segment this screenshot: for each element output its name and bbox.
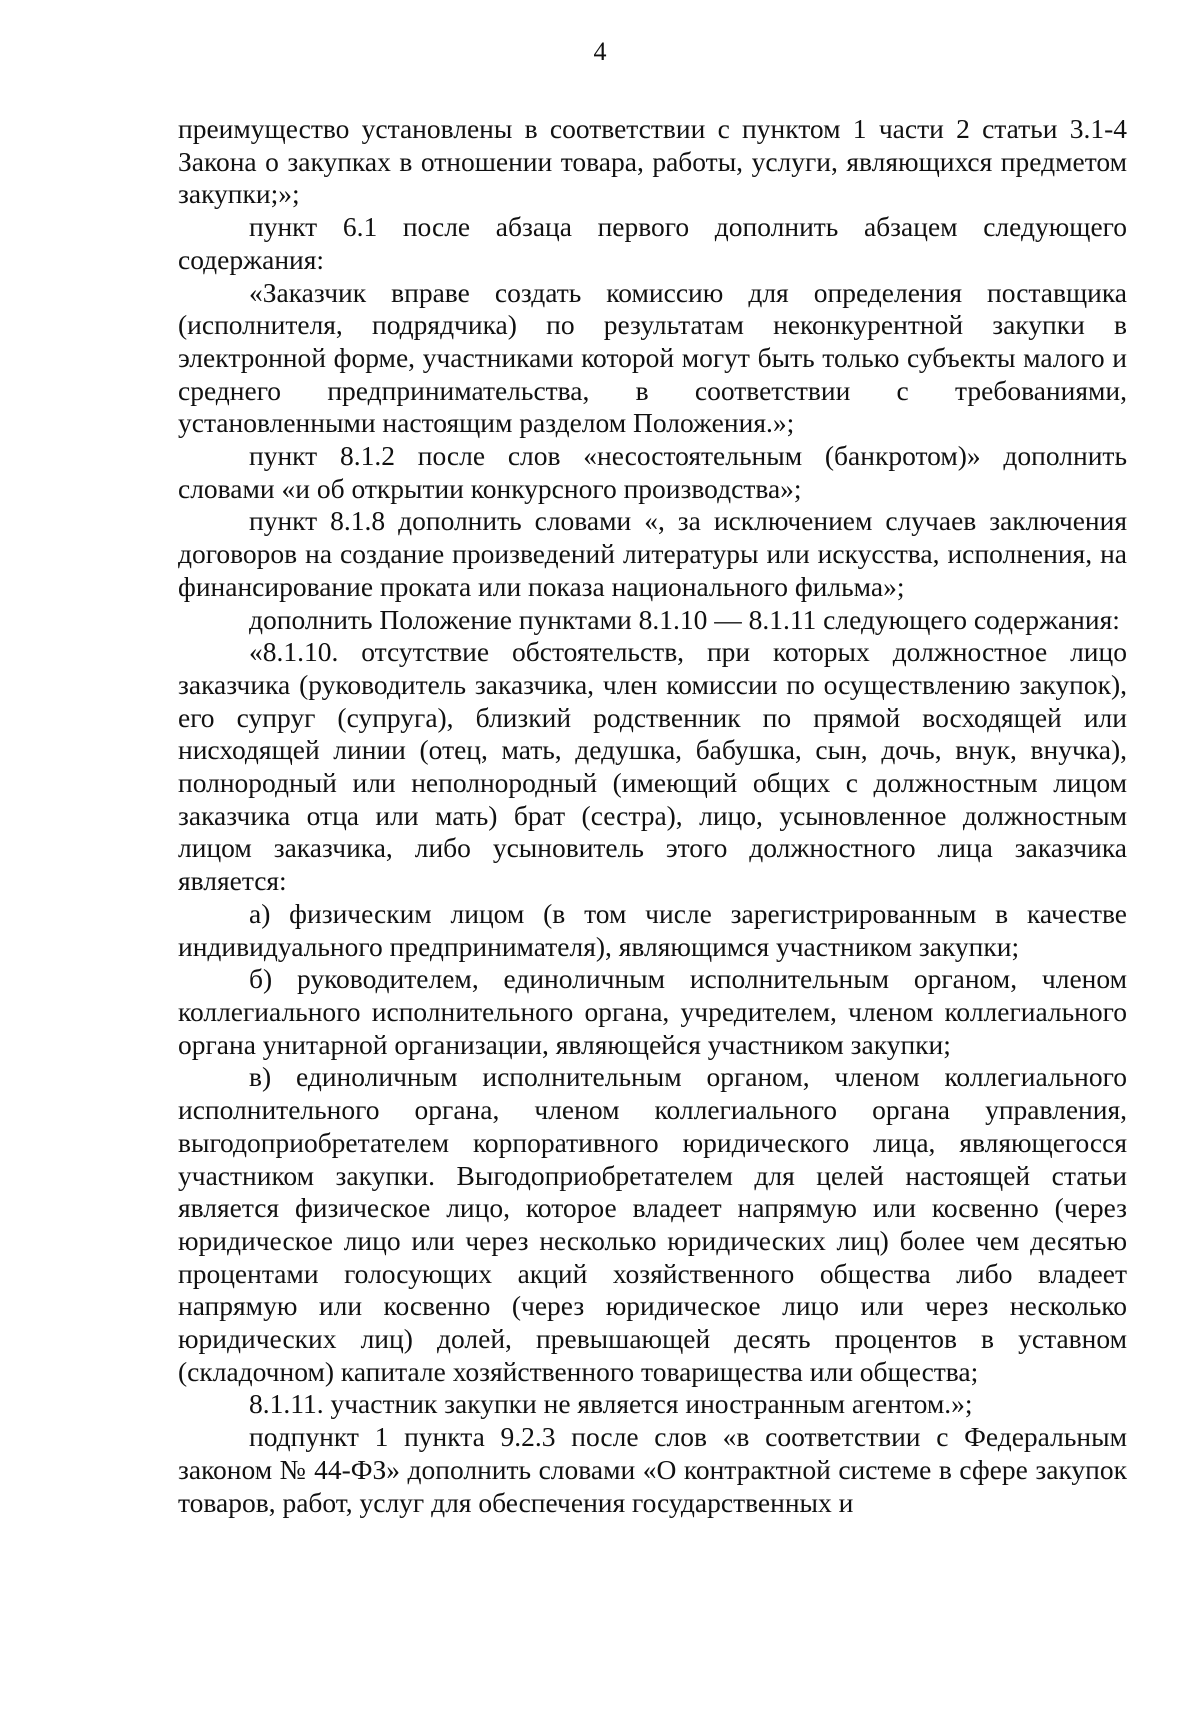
paragraph-8-1-10: «8.1.10. отсутствие обстоятельств, при которых должностное лицо заказчика (руководитель заказчика, член комиссии по осуществлению закупок), его супруг (супруга), близкий родственник по прямой восходящей или нисходящей линии (отец, мать, дедушка, бабушка, сын, дочь, внук, внучка), полнородный или неполнородный (имеющий общих с должностным лицом заказчика отца или мать) брат (сестра), лицо, усыновленное должностным лицом заказчика, либо усыновитель этого должностного лица заказчика является:	[178, 636, 1127, 897]
paragraph-8-1-2: пункт 8.1.2 после слов «несостоятельным (банкротом)» дополнить словами «и об открытии конкурсного производства»;	[178, 440, 1127, 504]
paragraph-item-a: а) физическим лицом (в том числе зарегистрированным в качестве индивидуального предпринимателя), являющимся участником закупки;	[178, 897, 1127, 962]
document-body	[178, 113, 1127, 1519]
paragraph-commission-quote: «Заказчик вправе создать комиссию для определения поставщика (исполнителя, подрядчика) по результатам неконкурентной закупки в электронной форме, участниками которой могут быть только субъекты малого и среднего предпринимательства, в соответствии с требованиями, установленными настоящим разделом Положения.»;	[178, 276, 1127, 439]
page-number: 4	[593, 37, 607, 66]
paragraph-9-2-3: подпункт 1 пункта 9.2.3 после слов «в соответствии с Федеральным законом № 44-ФЗ» дополнить словами «О контрактной системе в сфере закупок товаров, работ, услуг для обеспечения государственных и	[178, 1421, 1127, 1518]
paragraph-add-8-1-10-11: дополнить Положение пунктами 8.1.10 — 8.1.11 следующего содержания:	[249, 603, 1120, 635]
paragraph-6-1: пункт 6.1 после абзаца первого дополнить абзацем следующего содержания:	[178, 211, 1127, 275]
paragraph-8-1-11: 8.1.11. участник закупки не является иностранным агентом.»;	[249, 1388, 973, 1420]
paragraph-item-b: б) руководителем, единоличным исполнительным органом, членом коллегиального исполнительного органа, учредителем, членом коллегиального органа унитарной организации, являющейся участником закупки;	[178, 963, 1127, 1060]
paragraph-8-1-8: пункт 8.1.8 дополнить словами «, за исключением случаев заключения договоров на создание произведений литературы или искусства, исполнения, на финансирование проката или показа национального фильма»;	[178, 505, 1127, 602]
paragraph-item-v: в) единоличным исполнительным органом, членом коллегиального исполнительного органа, членом коллегиального органа управления, выгодоприобретателем корпоративного юридического лица, являющегосся участником закупки. Выгодоприобретателем для целей настоящей статьи является физическое лицо, которое владеет напрямую или косвенно (через юридическое лицо или через несколько юридических лиц) более чем десятью процентами голосующих акций хозяйственного общества либо владеет напрямую или косвенно (через юридическое лицо или через несколько юридических лиц) долей, превышающей десять процентов в уставном (складочном) капитале хозяйственного товарищества или общества;	[178, 1061, 1127, 1387]
paragraph-continuation: преимущество установлены в соответствии с пунктом 1 части 2 статьи 3.1-4 Закона о закупках в отношении товара, работы, услуги, являющихся предметом закупки;»;	[178, 113, 1127, 210]
